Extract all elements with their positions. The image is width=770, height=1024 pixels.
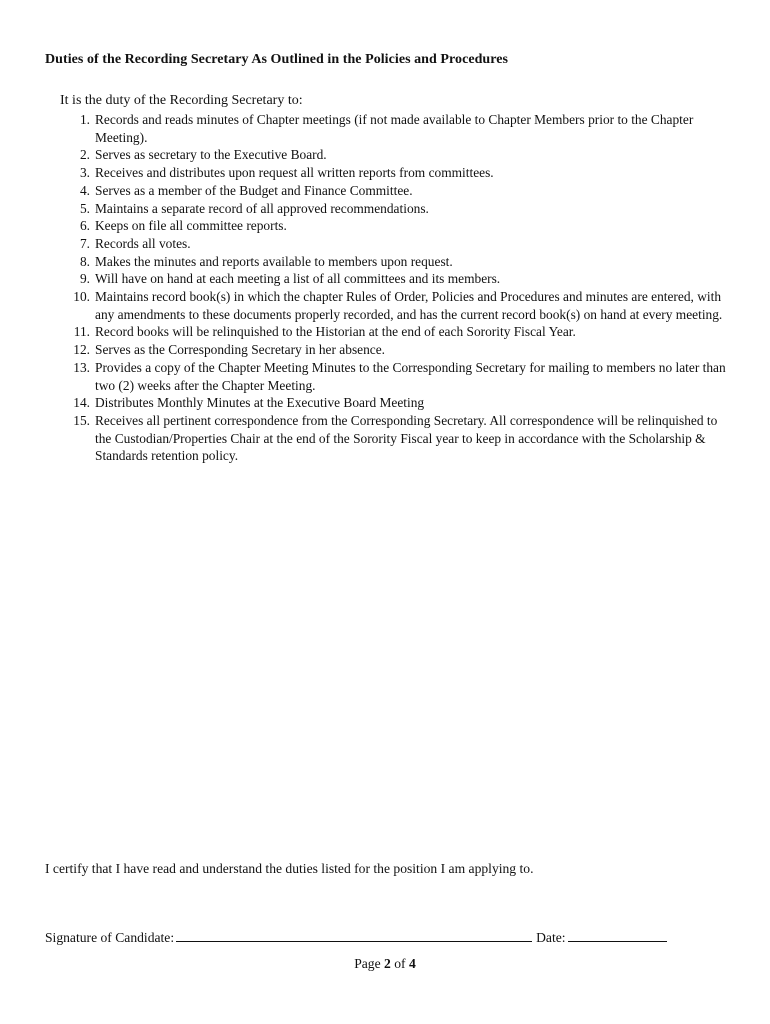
duty-item [45,164,735,182]
duty-item [45,146,735,164]
duty-text: Records and reads minutes of Chapter meetings (if not made available to Chapter Members prior to the Chapter Meeting). [95,112,694,145]
duty-item [45,412,735,465]
duty-text: Receives all pertinent correspondence from the Corresponding Secretary. All correspondence will be relinquished to the Custodian/Properties Chair at the end of the Sorority Fiscal year to keep in accordance with the Scholarship & Standards retention policy. [95,412,718,464]
signature-label: Signature of Candidate: [45,930,175,945]
duty-text: Maintains a separate record of all approved recommendations. [95,200,429,216]
duty-text: Will have on hand at each meeting a list of all committees and its members. [95,271,501,287]
duty-text: Receives and distributes upon request all written reports from committees. [95,165,494,181]
duty-item [45,111,735,146]
duty-text: Keeps on file all committee reports. [95,218,287,234]
duty-text: Maintains record book(s) in which the chapter Rules of Order, Policies and Procedures and minutes are entered, with any amendments to these documents properly recorded, and has the current record book(s) on hand at every meeting. [95,289,723,322]
duty-number: 11. [73,324,90,340]
duty-item [45,323,735,341]
date-label: Date: [536,930,566,945]
duty-text: Serves as secretary to the Executive Board. [95,147,327,163]
duty-number: 8. [79,253,90,269]
duties-list [45,111,735,465]
current-page: 2 [384,956,391,971]
duty-item [45,235,735,253]
page-of: of [394,956,406,971]
duty-number: 13. [73,359,90,375]
signature-row [45,929,667,946]
total-pages: 4 [408,956,416,971]
duty-item [45,270,735,288]
duty-number: 5. [79,200,90,216]
duty-item [45,394,735,412]
duty-item [45,253,735,271]
signature-field[interactable] [176,929,532,942]
duty-text: Provides a copy of the Chapter Meeting Minutes to the Corresponding Secretary for mailing to members no later than two (2) weeks after the Chapter Meeting. [95,359,726,393]
duty-item [45,341,735,359]
duty-number: 3. [79,165,90,181]
duty-item [45,288,735,323]
duty-number: 1. [79,112,90,127]
duty-number: 14. [73,395,90,411]
duty-item [45,182,735,200]
duty-text: Distributes Monthly Minutes at the Executive Board Meeting [95,395,425,411]
duty-number: 4. [79,182,90,198]
page-number [0,956,770,972]
duty-text: Makes the minutes and reports available to members upon request. [95,253,453,269]
duty-number: 9. [79,271,90,287]
duty-number: 6. [79,218,90,234]
certification-statement: I certify that I have read and understand the duties listed for the position I am applying to. [45,861,534,876]
duty-number: 15. [73,412,90,428]
duty-text: Serves as a member of the Budget and Finance Committee. [95,182,413,198]
date-field[interactable] [568,929,667,942]
page-prefix: Page [354,956,381,971]
duty-number: 10. [73,289,90,305]
duty-number: 2. [79,147,90,163]
duty-text: Record books will be relinquished to the Historian at the end of each Sorority Fiscal Year. [95,324,576,340]
duty-item [45,200,735,218]
duty-text: Serves as the Corresponding Secretary in her absence. [95,342,386,358]
duty-item [45,359,735,394]
duty-number: 7. [79,235,90,251]
duties-intro: It is the duty of the Recording Secretary to: [60,93,303,108]
duty-number: 12. [73,342,90,358]
duty-text: Records all votes. [95,235,191,251]
duty-item [45,217,735,235]
document-title: Duties of the Recording Secretary As Outlined in the Policies and Procedures [45,52,509,67]
